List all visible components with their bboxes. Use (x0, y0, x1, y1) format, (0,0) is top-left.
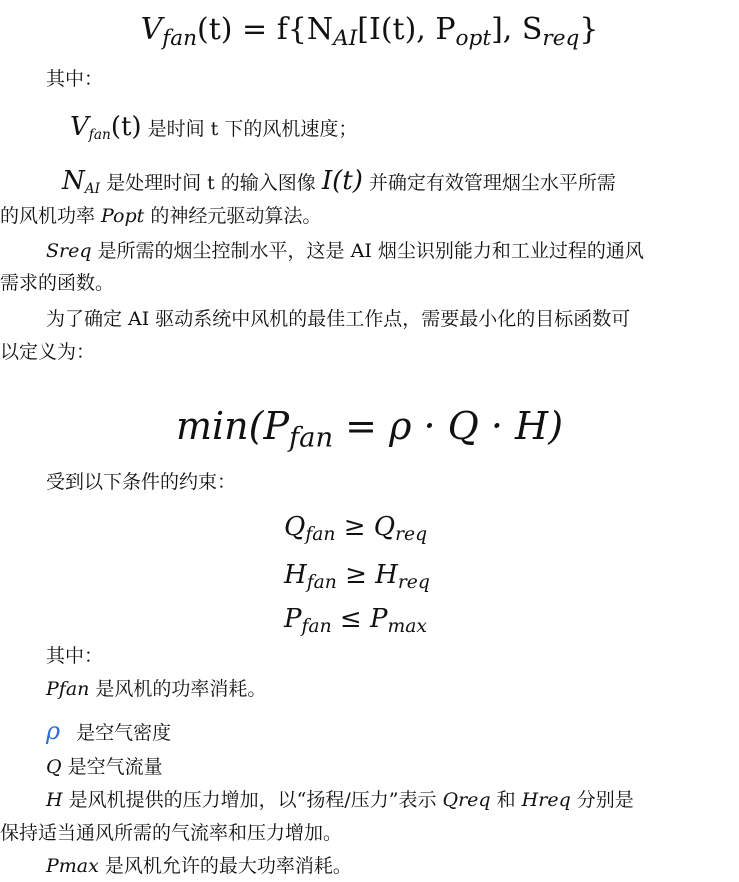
def-sreq-line1: Sreq 是所需的烟尘控制水平，这是 AI 烟尘识别能力和工业过程的通风 (46, 240, 644, 262)
constraint-q: $Q_{fan} \ge Q_{req}$ (284, 512, 428, 546)
def-sreq-line2: 需求的函数。 (0, 272, 115, 294)
def-rho: ρ 是空气密度 (46, 717, 172, 745)
equation-objective: $\min(P_{fan} = \rho \cdot Q \cdot H)$ (175, 404, 564, 454)
def-nai-line1: $N_{AI}$ 是处理时间 t 的输入图像 I(t) 并确定有效管理烟尘水平所需 (62, 166, 616, 197)
def-h-line2: 保持适当通风所需的气流率和压力增加。 (0, 822, 343, 844)
def-vfan: $V_{fan}(t)$ 是时间 t 下的风机速度； (70, 112, 358, 143)
constraint-h: $H_{fan} \ge H_{req}$ (284, 560, 430, 594)
def-q: Q 是空气流量 (46, 756, 163, 778)
def-h-line1: H 是风机提供的压力增加，以“扬程/压力”表示 Qreq 和 Hreq 分别是 (46, 789, 634, 811)
where-label-1: 其中： (46, 68, 104, 90)
def-pmax: Pmax 是风机允许的最大功率消耗。 (46, 855, 352, 877)
def-pfan: Pfan 是风机的功率消耗。 (46, 678, 267, 700)
constraint-p: $P_{fan} \le P_{max}$ (284, 604, 427, 638)
objective-paragraph-line2: 以定义为： (0, 341, 96, 363)
equation-fan-speed: $V_{fan}(t) = f\{N_{AI}[I(t)$, $P_{opt}$], $S_{req}$} (140, 12, 599, 52)
def-nai-line2: 的风机功率 Popt 的神经元驱动算法。 (0, 205, 322, 227)
rho-symbol: ρ (46, 717, 61, 745)
objective-paragraph-line1: 为了确定 AI 驱动系统中风机的最佳工作点，需要最小化的目标函数可 (46, 308, 631, 330)
constraint-intro: 受到以下条件的约束： (46, 471, 237, 493)
where-label-2: 其中： (46, 645, 104, 667)
